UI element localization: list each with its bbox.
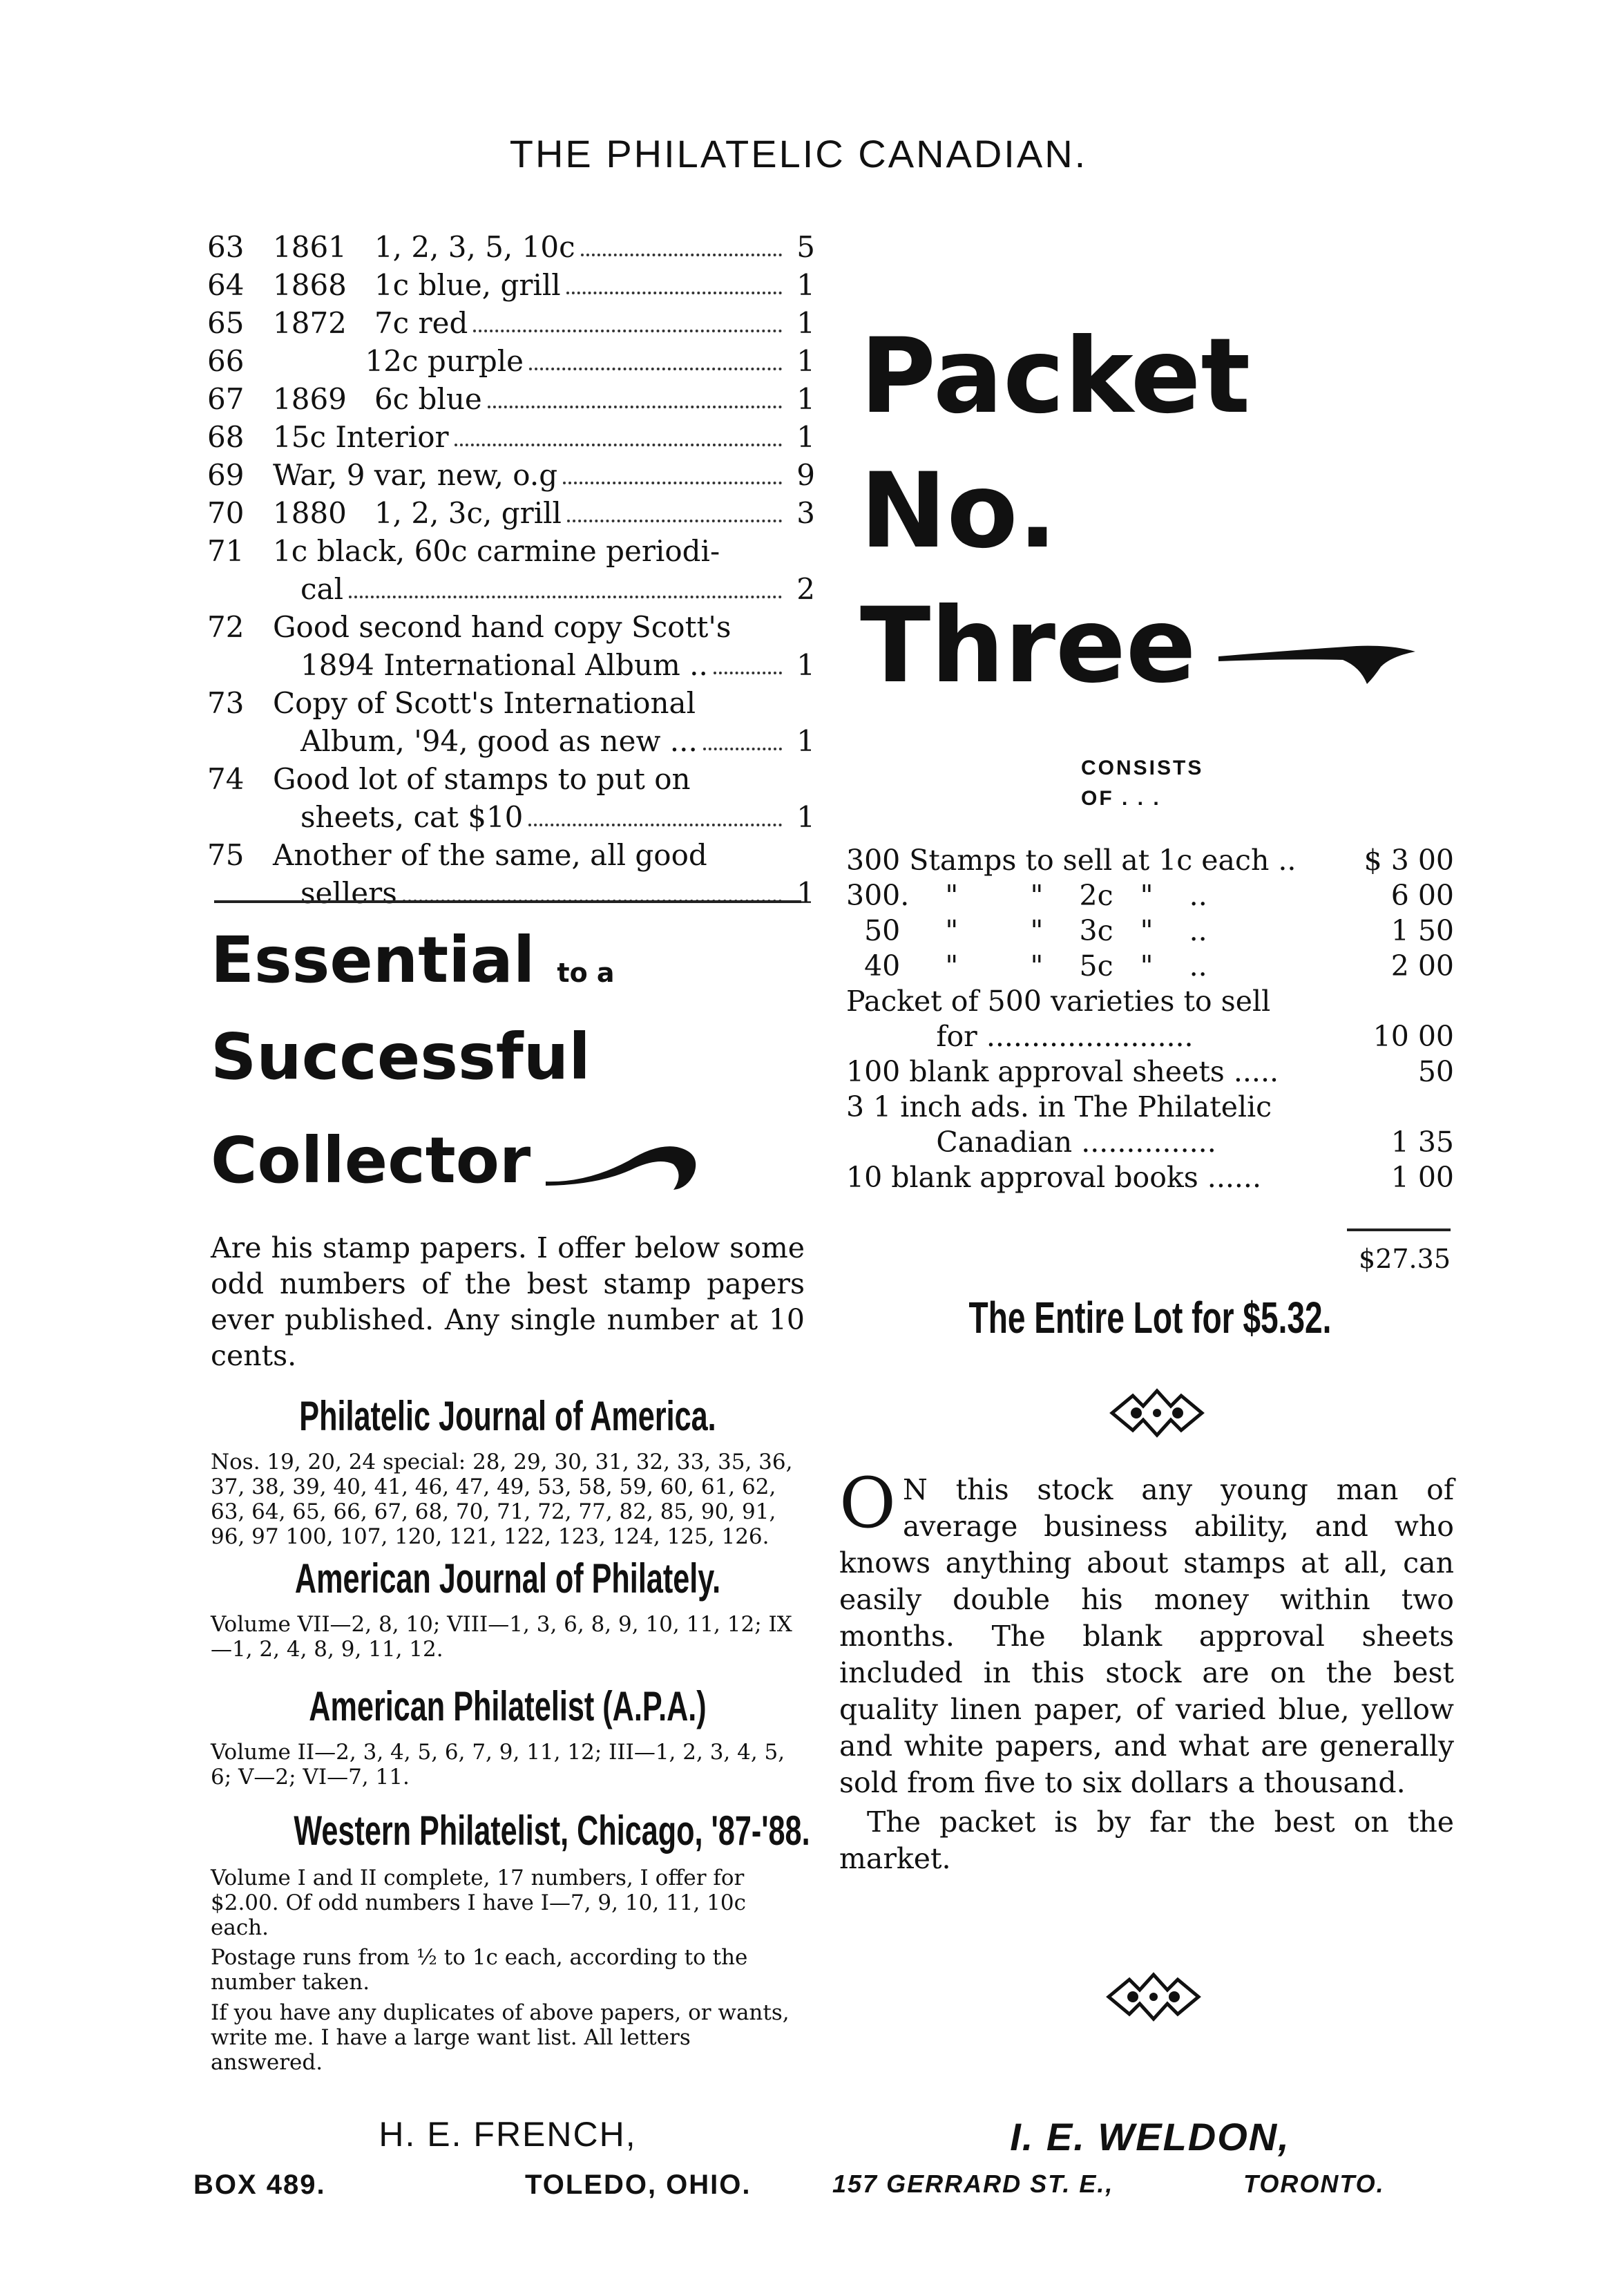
collector-word: Collector xyxy=(211,1123,531,1197)
item-number: 70 xyxy=(207,496,245,530)
list-item xyxy=(207,684,815,760)
item-number: 69 xyxy=(207,458,245,492)
pub-text-1: Nos. 19, 20, 24 special: 28, 29, 30, 31, 32, 33, 35, 36, 37, 38, 39, 40, 41, 46, 47, 49, 53, 58, 59, 60, 61, 62, 63, 64, 65, 66, 67, 68, 70, 71, 72, 77, 82, 85, 90, 91, 96, 97 100, 107, 120, 121, 122, 123, 124, 125, 126. xyxy=(211,1450,793,1549)
packet-item-price: 2 00 xyxy=(1390,949,1454,983)
divider-rule xyxy=(214,900,801,903)
french-name: H. E. FRENCH, xyxy=(379,2115,637,2154)
pub-title-4: Western Philatelist, Chicago, '87-'88. xyxy=(294,1808,810,1854)
pub-text-2: Volume VII—2, 8, 10; VIII—1, 3, 6, 8, 9, 10, 11, 12; IX—1, 2, 4, 8, 9, 11, 12. xyxy=(211,1612,792,1662)
list-item xyxy=(207,418,815,456)
item-number: 66 xyxy=(207,344,245,378)
ornament-icon xyxy=(1105,1385,1209,1441)
drop-cap: O xyxy=(839,1463,896,1544)
weldon-city: TORONTO. xyxy=(1243,2170,1385,2198)
packet-item-desc: for ....................... xyxy=(846,1020,1194,1053)
item-quantity: 1 xyxy=(796,724,815,758)
packet-item xyxy=(846,1019,1454,1054)
ornament-icon xyxy=(1102,1969,1205,2024)
essential-heading xyxy=(211,923,615,1007)
packet-total: $27.35 xyxy=(1359,1244,1451,1274)
intro-paragraph: Are his stamp papers. I offer below some odd numbers of the best stamp papers ever published. Any single number at 10 cents. xyxy=(211,1231,805,1372)
list-item xyxy=(207,228,815,266)
packet-item-price: 50 xyxy=(1417,1055,1454,1088)
packet-item-price: 10 00 xyxy=(1373,1020,1454,1053)
item-number: 72 xyxy=(207,610,245,644)
total-rule xyxy=(1347,1228,1451,1231)
item-description: 1894 International Album .. xyxy=(300,648,708,682)
item-number: 63 xyxy=(207,230,245,264)
item-number: 75 xyxy=(207,838,245,872)
item-number: 73 xyxy=(207,686,245,720)
item-description: Another of the same, all good xyxy=(273,838,707,872)
item-number: 74 xyxy=(207,762,245,796)
packet-item xyxy=(846,878,1454,913)
item-number: 71 xyxy=(207,534,245,568)
item-description: 1872 7c red xyxy=(273,306,468,340)
item-description: 1880 1, 2, 3c, grill xyxy=(273,496,562,530)
packet-item-desc: Canadian ............... xyxy=(846,1126,1216,1159)
list-item xyxy=(207,304,815,342)
packet-item-price: $ 3 00 xyxy=(1364,844,1454,877)
item-description: cal xyxy=(300,572,343,606)
list-item xyxy=(207,608,815,684)
list-item xyxy=(207,380,815,418)
item-description: Good lot of stamps to put on xyxy=(273,762,691,796)
item-quantity: 2 xyxy=(796,572,815,606)
packet-item-desc: 300 Stamps to sell at 1c each .. xyxy=(846,844,1297,877)
to-a-word: to a xyxy=(557,958,615,988)
running-head: THE PHILATELIC CANADIAN. xyxy=(509,132,1088,175)
item-number: 65 xyxy=(207,306,245,340)
packet-item-desc: 40 " " 5c " .. xyxy=(846,949,1207,983)
packet-heading: Packet xyxy=(860,316,1251,437)
item-quantity: 1 xyxy=(796,876,815,910)
stamp-price-list xyxy=(207,228,815,912)
no-heading: No. xyxy=(860,451,1058,571)
item-description: Good second hand copy Scott's xyxy=(273,610,731,644)
weldon-para1-text: N this stock any young man of average business ability, and who knows anything about stamps at all, can easily double his money within two months. The blank approval sheets included in this stock are on the best quality linen paper, of varied blue, yellow and white papers, and what are generally sold from five to six dollars a thousand. xyxy=(839,1473,1454,1799)
packet-item-desc: 50 " " 3c " .. xyxy=(846,914,1207,947)
swash-ornament-icon xyxy=(546,1119,705,1195)
item-description: 1869 6c blue xyxy=(273,382,482,416)
packet-item-price: 6 00 xyxy=(1390,879,1454,912)
packet-item-desc: 3 1 inch ads. in The Philatelic xyxy=(846,1090,1272,1123)
french-city: TOLEDO, OHIO. xyxy=(525,2170,752,2200)
item-quantity: 9 xyxy=(796,458,815,492)
item-description: 1c black, 60c carmine periodi- xyxy=(273,534,720,568)
item-description: sellers xyxy=(300,876,397,910)
three-word: Three xyxy=(860,586,1196,706)
duplicates-note: If you have any duplicates of above papers, or wants, write me. I have a large want list. All letters answered. xyxy=(211,2000,790,2075)
pub-title-3: American Philatelist (A.P.A.) xyxy=(309,1683,707,1729)
item-quantity: 1 xyxy=(796,344,815,378)
packet-item-desc: 300. " " 2c " .. xyxy=(846,879,1207,912)
entire-lot-heading: The Entire Lot for $5.32. xyxy=(968,1293,1332,1343)
item-number: 64 xyxy=(207,268,245,302)
item-number: 68 xyxy=(207,420,245,454)
list-item xyxy=(207,266,815,304)
item-description: sheets, cat $10 xyxy=(300,800,524,834)
packet-item xyxy=(846,1160,1454,1195)
item-description: 1861 1, 2, 3, 5, 10c xyxy=(273,230,575,264)
item-quantity: 1 xyxy=(796,420,815,454)
successful-heading: Successful xyxy=(211,1020,591,1094)
pub-title-1: Philatelic Journal of America. xyxy=(299,1393,716,1439)
three-heading xyxy=(860,586,1419,706)
item-description: 15c Interior xyxy=(273,420,449,454)
collector-heading xyxy=(211,1119,705,1195)
packet-item-desc: Packet of 500 varieties to sell xyxy=(846,985,1271,1018)
essential-word: Essential xyxy=(211,923,535,997)
packet-item-desc: 10 blank approval books ...... xyxy=(846,1161,1261,1194)
packet-item-price: 1 50 xyxy=(1390,914,1454,947)
list-item xyxy=(207,532,815,608)
list-item xyxy=(207,342,815,380)
packet-item xyxy=(846,1090,1454,1125)
item-quantity: 1 xyxy=(796,800,815,834)
item-quantity: 3 xyxy=(796,496,815,530)
list-item xyxy=(207,760,815,836)
item-description: Copy of Scott's International xyxy=(273,686,696,720)
packet-contents xyxy=(846,843,1454,1195)
item-number: 67 xyxy=(207,382,245,416)
item-quantity: 1 xyxy=(796,382,815,416)
item-description: 12c purple xyxy=(273,344,524,378)
pub-title-2: American Journal of Philately. xyxy=(294,1555,721,1602)
weldon-street: 157 GERRARD ST. E., xyxy=(832,2170,1114,2198)
packet-item xyxy=(846,984,1454,1019)
pub-text-4: Volume I and II complete, 17 numbers, I offer for $2.00. Of odd numbers I have I—7, 9, 10, 11, 10c each. xyxy=(211,1866,746,1940)
packet-item-price: 1 00 xyxy=(1390,1161,1454,1194)
weldon-paragraph xyxy=(839,1463,1454,1877)
item-quantity: 1 xyxy=(796,648,815,682)
swash-ornament-icon xyxy=(1218,618,1419,687)
packet-item xyxy=(846,1125,1454,1160)
packet-item-price: 1 35 xyxy=(1390,1126,1454,1159)
item-quantity: 1 xyxy=(796,306,815,340)
packet-item xyxy=(846,843,1454,878)
weldon-para2-text: The packet is by far the best on the market. xyxy=(839,1805,1454,1875)
postage-note: Postage runs from ½ to 1c each, according to the number taken. xyxy=(211,1945,748,1995)
french-box: BOX 489. xyxy=(193,2170,326,2200)
weldon-name: I. E. WELDON, xyxy=(1010,2115,1290,2159)
packet-item xyxy=(846,949,1454,984)
packet-item-desc: 100 blank approval sheets ..... xyxy=(846,1055,1279,1088)
item-quantity: 1 xyxy=(796,268,815,302)
packet-item xyxy=(846,913,1454,949)
consists-label: CONSISTS OF . . . xyxy=(1081,757,1204,810)
item-description: 1868 1c blue, grill xyxy=(273,268,561,302)
item-quantity: 5 xyxy=(796,230,815,264)
packet-item xyxy=(846,1054,1454,1090)
pub-text-3: Volume II—2, 3, 4, 5, 6, 7, 9, 11, 12; III—1, 2, 3, 4, 5, 6; V—2; VI—7, 11. xyxy=(211,1740,785,1790)
item-description: Album, '94, good as new ... xyxy=(300,724,698,758)
item-description: War, 9 var, new, o.g xyxy=(273,458,558,492)
list-item xyxy=(207,494,815,532)
list-item xyxy=(207,456,815,494)
